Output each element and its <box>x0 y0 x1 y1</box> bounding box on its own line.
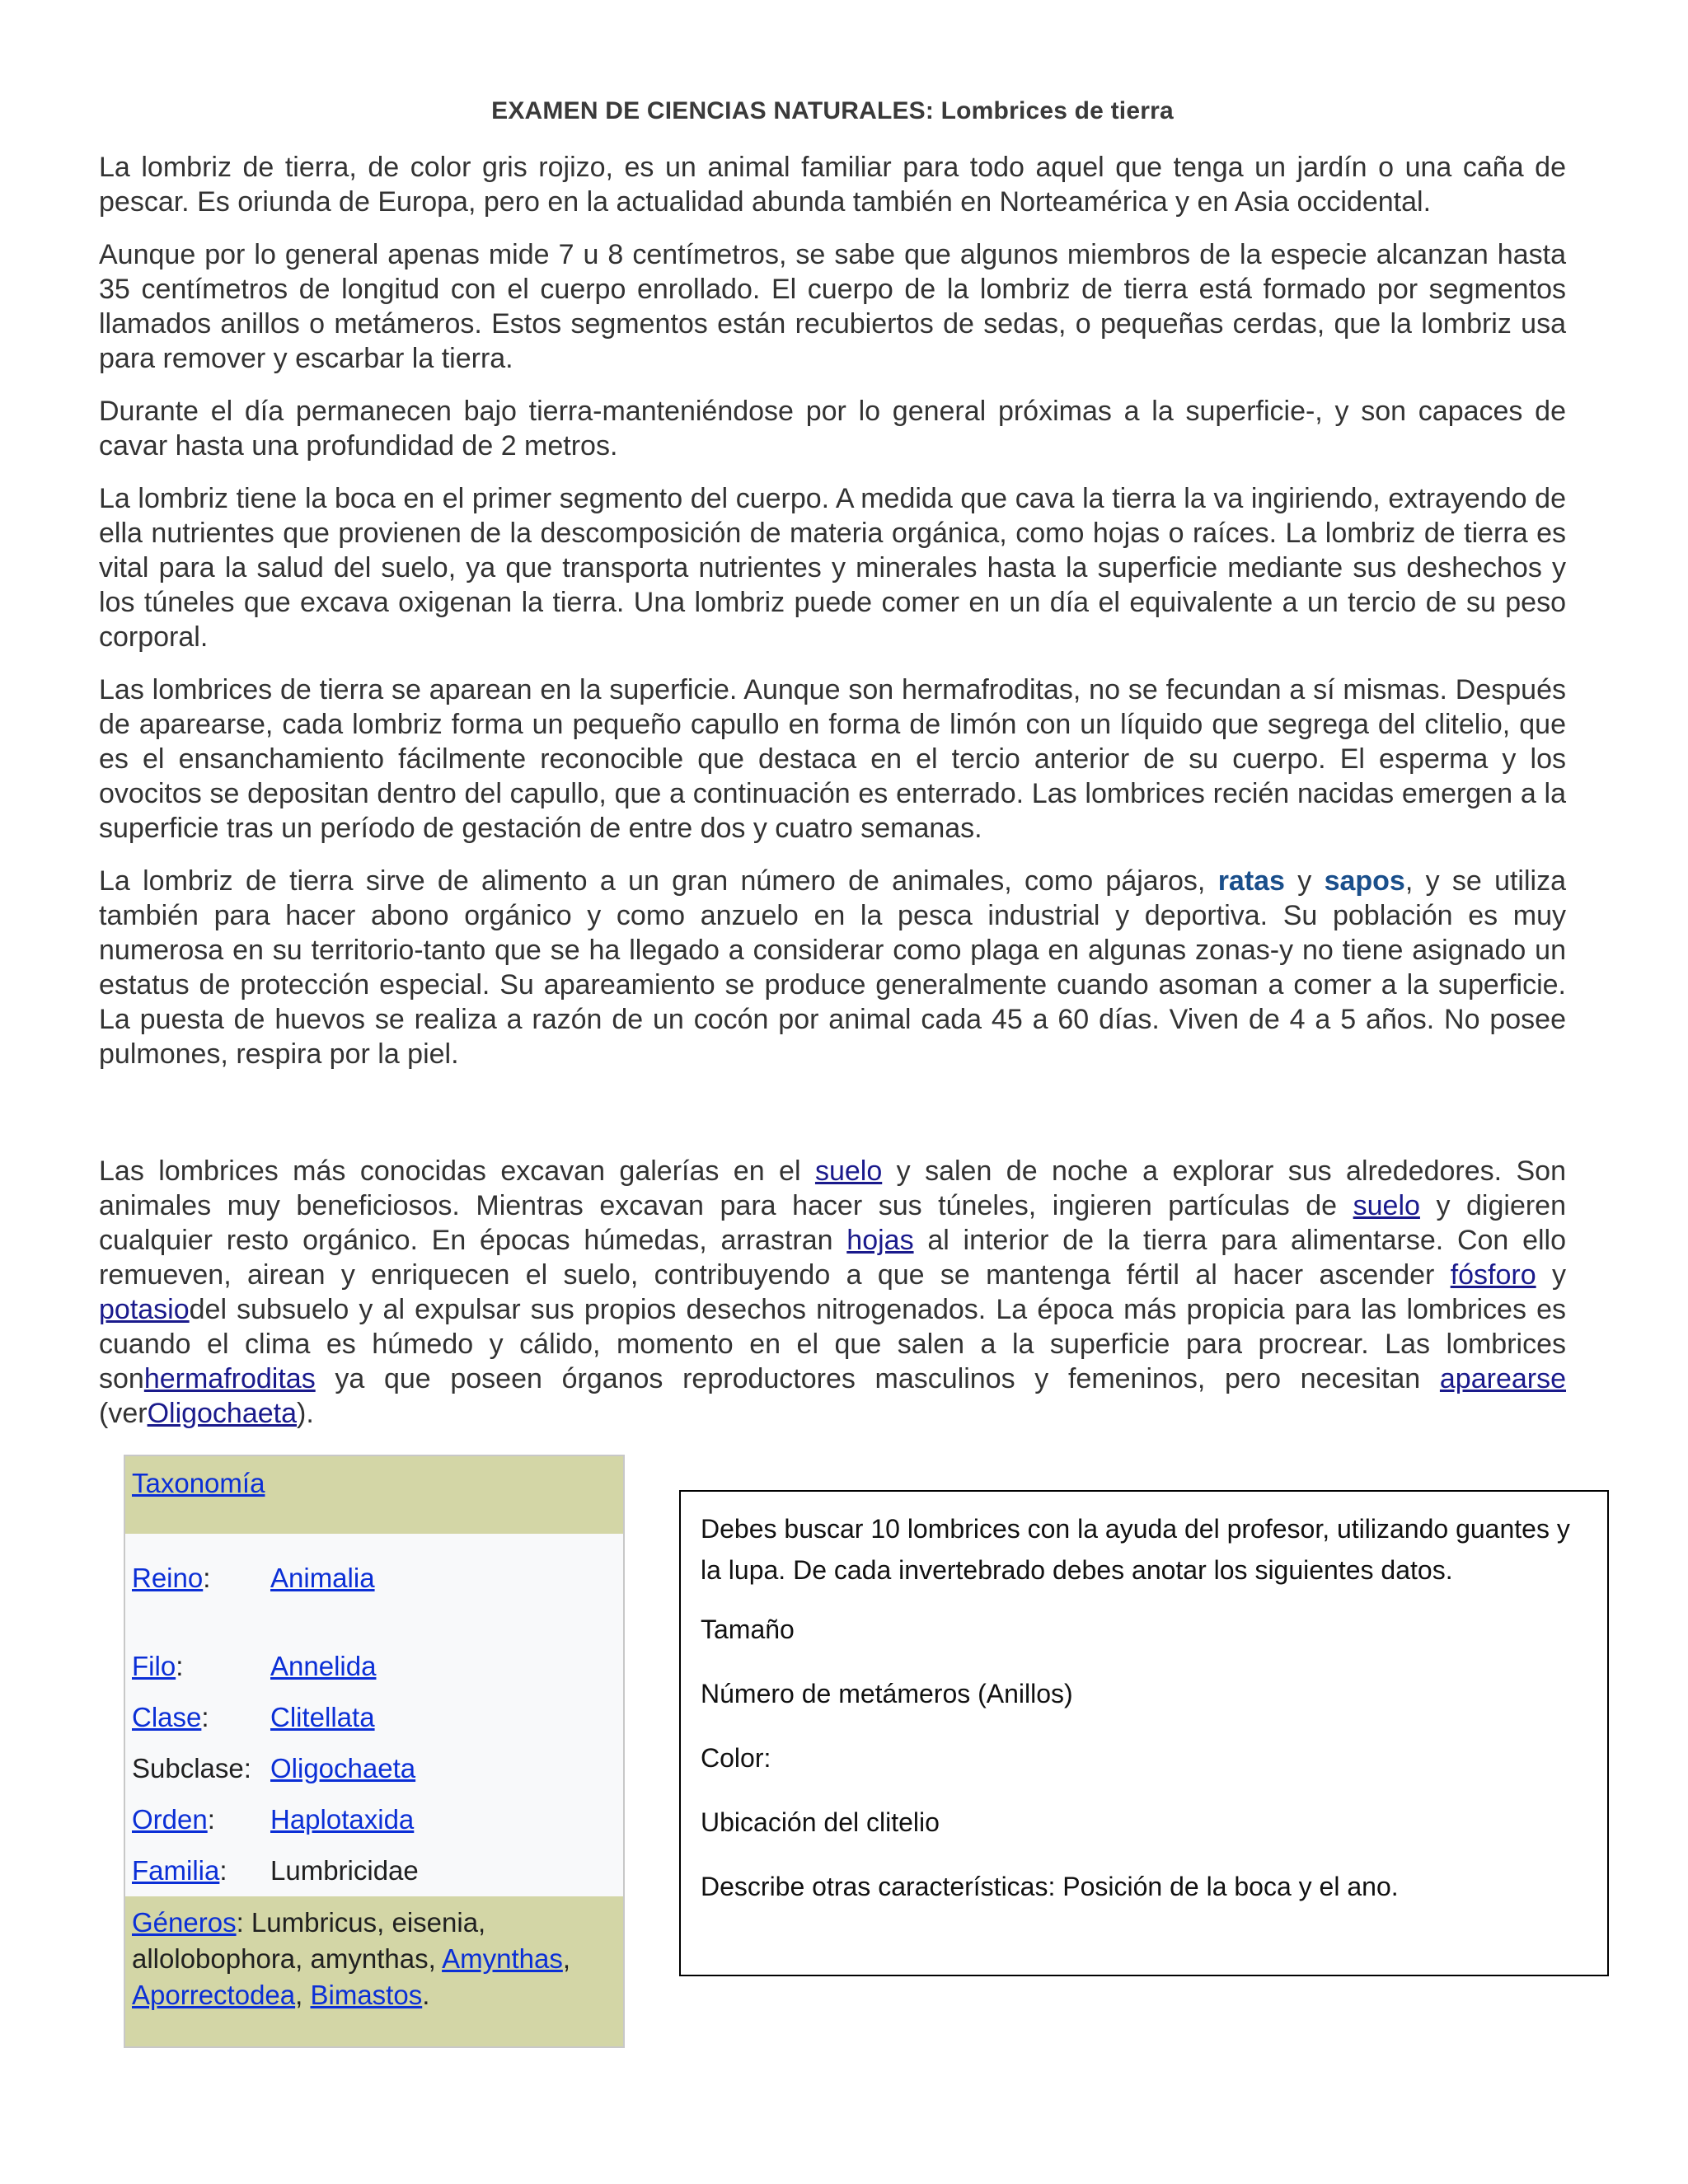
text-segment: al interior de la tierra para alimentarse. Con ello remueven, airean y enriquecen el suelo, contribuyendo a que se mantenga fértil al hacer ascender <box>99 1225 1566 1291</box>
instruction-item: Color: <box>701 1743 771 1773</box>
link-taxonomia[interactable]: Taxonomía <box>132 1468 265 1498</box>
text-segment: Las lombrices más conocidas excavan galerías en el <box>99 1155 815 1187</box>
text-segment: ). <box>297 1398 314 1429</box>
taxonomy-value-lumbricidae: Lumbricidae <box>270 1855 419 1886</box>
label-colon: : <box>176 1651 184 1681</box>
link-generos[interactable]: Géneros <box>132 1907 237 1938</box>
paragraph-reproduction: Las lombrices de tierra se aparean en la superficie. Aunque son hermafroditas, no se fecundan a sí mismas. Después de aparearse, cada lombriz forma un pequeño capullo en forma de limón con un líquido que segrega del clitelio, que es el ensanchamiento fácilmente reconocible que destaca en el tercio anterior de su cuerpo. El esperma y los ovocitos se depositan dentro del capullo, que a continuación es enterrado. Las lombrices recién nacidas emergen a la superficie tras un período de gestación de entre dos y cuatro semanas. <box>99 674 1566 844</box>
link-oligochaeta[interactable]: Oligochaeta <box>147 1398 298 1429</box>
text-segment: . <box>422 1980 430 2010</box>
highlight-ratas: ratas <box>1217 865 1285 897</box>
text-segment: del subsuelo y al expulsar sus propios desechos nitrogenados. La época más propicia para las lombrices es cuando el clima es húmedo y cálido, momento en el que salen a la superficie para procrear. Las lombrices son <box>99 1294 1566 1394</box>
text-segment: : Lumbricus, eisenia, allolobophora, amynthas, <box>132 1907 486 1974</box>
link-orden[interactable]: Orden <box>132 1804 208 1835</box>
label-colon: : <box>207 1804 215 1835</box>
text-segment: , <box>295 1980 311 2010</box>
taxonomy-label-subclase: Subclase: <box>132 1753 251 1783</box>
link-annelida[interactable]: Annelida <box>270 1651 377 1681</box>
instructions-intro: Debes buscar 10 lombrices con la ayuda del profesor, utilizando guantes y la lupa. De cada invertebrado debes anotar los siguientes datos. <box>701 1514 1570 1585</box>
link-oligochaeta-taxo[interactable]: Oligochaeta <box>270 1753 416 1783</box>
taxonomy-label <box>132 1651 270 1682</box>
paragraph-habitat: Durante el día permanecen bajo tierra-manteniéndose por lo general próximas a la superficie-, y son capaces de cavar hasta una profundidad de 2 metros. <box>99 396 1566 462</box>
taxonomy-row-filo <box>125 1641 623 1692</box>
taxonomy-box <box>124 1455 625 2048</box>
text-segment: y <box>1536 1259 1566 1291</box>
paragraph-intro: La lombriz de tierra, de color gris rojizo, es un animal familiar para todo aquel que tenga un jardín o una caña de pescar. Es oriunda de Europa, pero en la actualidad abunda también en Norteamérica y en Asia occidental. <box>99 152 1566 218</box>
link-aporrectodea[interactable]: Aporrectodea <box>132 1980 296 2010</box>
text-segment: ya que poseen órganos reproductores masculinos y femeninos, pero necesitan <box>315 1363 1440 1394</box>
paragraph-size: Aunque por lo general apenas mide 7 u 8 centímetros, se sabe que algunos miembros de la especie alcanzan hasta 35 centímetros de longitud con el cuerpo enrollado. El cuerpo de la lombriz de tierra está formado por segmentos llamados anillos o metámeros. Estos segmentos están recubiertos de sedas, o pequeñas cerdas, que la lombriz usa para remover y escarbar la tierra. <box>99 239 1566 374</box>
link-familia[interactable]: Familia <box>132 1855 220 1886</box>
text-segment: y <box>1284 865 1325 897</box>
page-title: EXAMEN DE CIENCIAS NATURALES: Lombrices de tierra <box>491 97 1174 124</box>
link-clase[interactable]: Clase <box>132 1702 202 1732</box>
label-colon: : <box>219 1855 227 1886</box>
text-segment: y salen de noche a explorar sus alrededores. Son animales muy beneficiosos. Mientras excavan para hacer sus túneles, ingieren partículas de <box>99 1155 1566 1221</box>
text-segment: y digieren cualquier resto orgánico. En épocas húmedas, arrastran <box>99 1190 1566 1256</box>
text-segment: (ver <box>99 1398 148 1429</box>
taxonomy-label <box>132 1855 270 1886</box>
document-body <box>99 97 1566 1449</box>
link-hermafroditas[interactable]: hermafroditas <box>143 1363 316 1394</box>
taxonomy-row-subclase <box>125 1743 623 1794</box>
link-suelo-2[interactable]: suelo <box>1353 1190 1420 1221</box>
link-suelo[interactable]: suelo <box>814 1155 883 1187</box>
text-segment: , <box>562 1943 570 1974</box>
taxonomy-row-familia <box>125 1845 623 1896</box>
instruction-item: Ubicación del clitelio <box>701 1807 940 1837</box>
instructions-box <box>679 1490 1609 1976</box>
link-fosforo[interactable]: fósforo <box>1450 1259 1536 1291</box>
taxonomy-row-reino <box>125 1549 623 1608</box>
paragraph-galleries <box>99 1154 1566 1431</box>
paragraph-predators <box>99 864 1566 1071</box>
link-reino[interactable]: Reino <box>132 1563 204 1593</box>
link-animalia[interactable]: Animalia <box>270 1563 375 1593</box>
instruction-item: Número de metámeros (Anillos) <box>701 1679 1073 1708</box>
taxonomy-row-clase <box>125 1692 623 1743</box>
text-segment: La lombriz de tierra sirve de alimento a un gran número de animales, como pájaros, <box>99 865 1218 897</box>
link-potasio[interactable]: potasio <box>99 1294 190 1325</box>
link-hojas[interactable]: hojas <box>846 1225 914 1256</box>
taxonomy-header <box>125 1456 623 1534</box>
label-colon: : <box>201 1702 209 1732</box>
taxonomy-row-orden <box>125 1794 623 1845</box>
link-bimastos[interactable]: Bimastos <box>310 1980 423 2010</box>
link-filo[interactable]: Filo <box>132 1651 176 1681</box>
taxonomy-label <box>132 1804 270 1835</box>
highlight-sapos: sapos <box>1324 865 1405 897</box>
link-haplotaxida[interactable]: Haplotaxida <box>270 1804 415 1835</box>
link-clitellata[interactable]: Clitellata <box>270 1702 375 1732</box>
taxonomy-label <box>132 1563 270 1594</box>
paragraph-feeding: La lombriz tiene la boca en el primer segmento del cuerpo. A medida que cava la tierra la va ingiriendo, extrayendo de ella nutrientes que provienen de la descomposición de materia orgánica, como hojas o raíces. La lombriz de tierra es vital para la salud del suelo, ya que transporta nutrientes y minerales hasta la superficie mediante sus deshechos y los túneles que excava oxigenan la tierra. Una lombriz puede comer en un día el equivalente a un tercio de su peso corporal. <box>99 483 1566 653</box>
text-segment: , y se utiliza también para hacer abono orgánico y como anzuelo en la pesca industrial y deportiva. Su población es muy numerosa en su territorio-tanto que se ha llegado a considerar como plaga en algunas zonas-y no tiene asignado un estatus de protección especial. Su apareamiento se produce generalmente cuando asoman a comer a la superficie. La puesta de huevos se realiza a razón de un cocón por animal cada 45 a 60 días. Viven de 4 a 5 años. No posee pulmones, respira por la piel. <box>99 865 1566 1070</box>
link-aparearse[interactable]: aparearse <box>1439 1363 1566 1394</box>
link-amynthas[interactable]: Amynthas <box>442 1943 563 1974</box>
instruction-item: Describe otras características: Posición de la boca y el ano. <box>701 1872 1399 1901</box>
taxonomy-label <box>132 1702 270 1733</box>
taxonomy-spacer <box>125 1608 623 1641</box>
taxonomy-footer <box>125 1896 623 2046</box>
label-colon: : <box>203 1563 211 1593</box>
instruction-item: Tamaño <box>701 1615 795 1644</box>
